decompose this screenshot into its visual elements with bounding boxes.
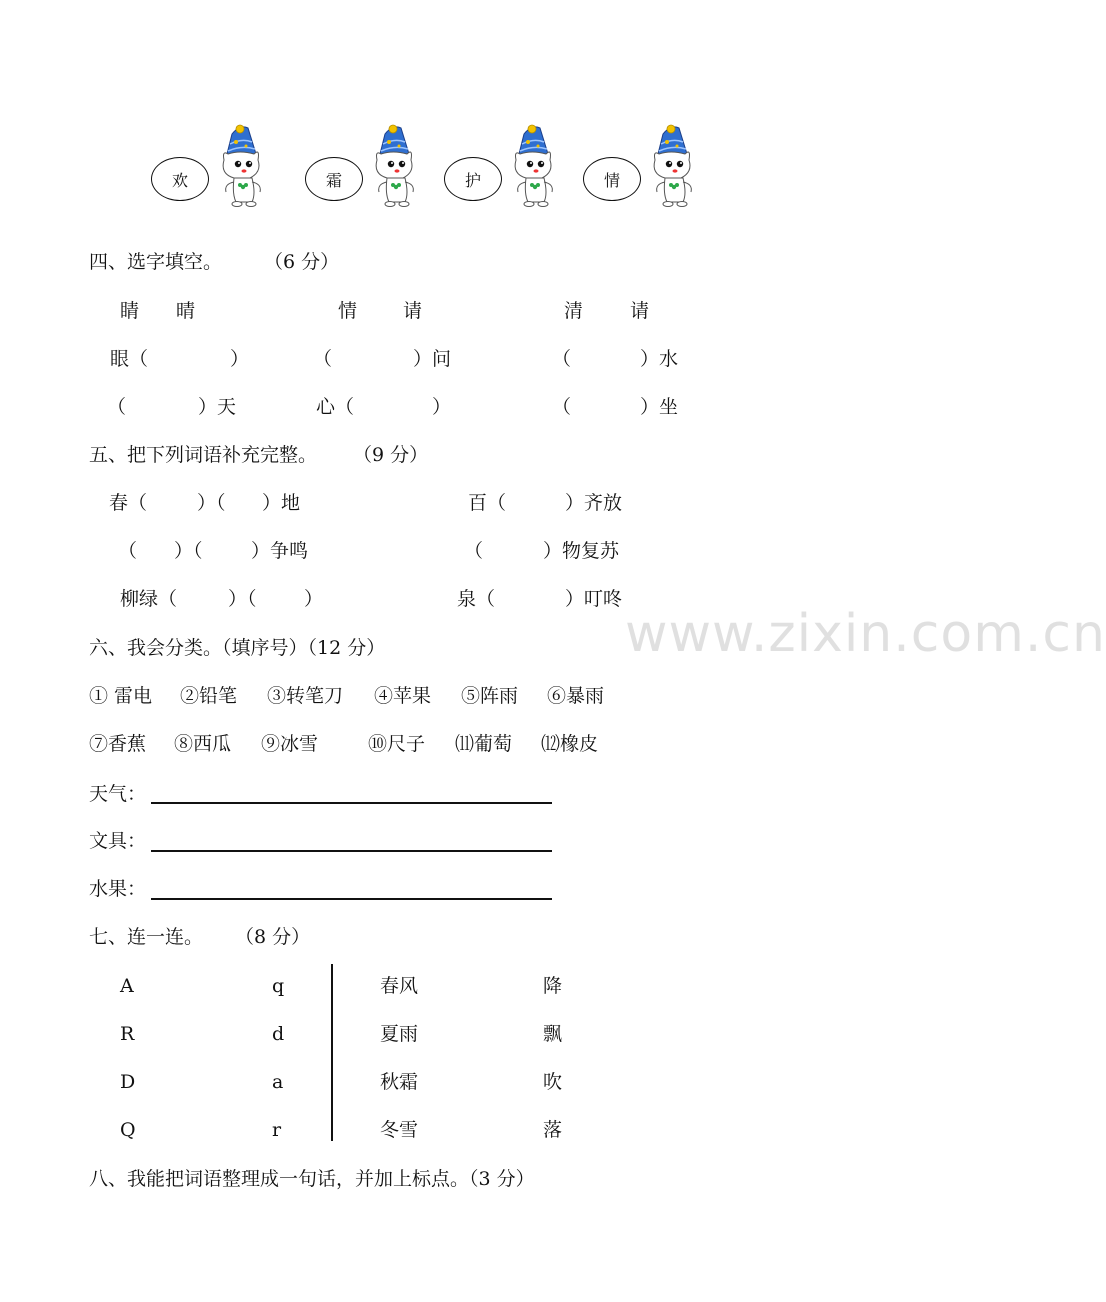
idiom-text: ）叮咚 [565, 588, 623, 610]
fill-blank-text: ）天 [198, 396, 237, 418]
idiom-text: ）齐放 [565, 492, 623, 514]
match-verb[interactable]: 降 [543, 975, 563, 997]
classify-item: ⑿橡皮 [541, 733, 599, 755]
cat-mascot-icon [365, 124, 423, 208]
char-choice: 睛 [120, 300, 140, 322]
match-lowercase[interactable]: q [272, 975, 285, 997]
match-uppercase[interactable]: D [120, 1071, 136, 1093]
cat-mascot-icon [212, 124, 270, 208]
fill-blank-text: ） [432, 396, 452, 418]
fill-blank-text: （ [552, 396, 572, 418]
classify-item: ⑩尺子 [368, 733, 426, 755]
character-oval-3 [444, 157, 502, 201]
classify-item: ④苹果 [374, 685, 432, 707]
char-choice: 晴 [176, 300, 196, 322]
idiom-text: 春（ [109, 492, 148, 514]
char-choice: 情 [338, 300, 358, 322]
match-lowercase[interactable]: d [272, 1023, 285, 1045]
match-verb[interactable]: 飘 [543, 1023, 563, 1045]
match-season-word[interactable]: 春风 [380, 975, 419, 997]
fill-blank-text: 心（ [316, 396, 355, 418]
classify-item: ③转笔刀 [267, 685, 344, 707]
char-choice: 请 [630, 300, 650, 322]
classify-item: ① 雷电 [89, 685, 153, 707]
classify-item: ②铅笔 [180, 685, 238, 707]
match-uppercase[interactable]: Q [120, 1119, 136, 1141]
cat-mascot-icon [504, 124, 562, 208]
section-7-heading [89, 925, 310, 949]
category-fruit-label: 水果： [89, 878, 147, 900]
idiom-text: 百（ [468, 492, 507, 514]
char-choice: 请 [403, 300, 423, 322]
fill-blank-text: ）问 [413, 348, 452, 370]
idiom-text: ）（ [197, 492, 226, 514]
fill-blank-text: ）坐 [640, 396, 679, 418]
idiom-text: （ [464, 540, 484, 562]
fill-blank-text: （ [552, 348, 572, 370]
fill-blank-text: （ [313, 348, 333, 370]
classify-item: ⑦香蕉 [89, 733, 147, 755]
section-4-title: 四、选字填空。 [89, 251, 223, 273]
match-verb[interactable]: 落 [543, 1119, 563, 1141]
idiom-text: ）争鸣 [251, 540, 309, 562]
character-oval-4 [583, 157, 641, 201]
section-5-title: 五、把下列词语补充完整。 [89, 444, 318, 466]
idiom-text: ）物复苏 [543, 540, 620, 562]
character-oval-1 [151, 157, 209, 201]
character-oval-2 [305, 157, 363, 201]
fill-blank-text: ）水 [640, 348, 679, 370]
match-verb[interactable]: 吹 [543, 1071, 563, 1093]
category-weather-label: 天气： [89, 783, 147, 805]
answer-line-weather[interactable] [151, 802, 552, 804]
match-season-word[interactable]: 夏雨 [380, 1023, 419, 1045]
match-season-word[interactable]: 冬雪 [380, 1119, 419, 1141]
section-4-heading [89, 250, 339, 274]
match-season-word[interactable]: 秋霜 [380, 1071, 419, 1093]
fill-blank-text: 眼（ [110, 348, 149, 370]
answer-line-fruit[interactable] [151, 898, 552, 900]
idiom-text: ）地 [262, 492, 301, 514]
oval-char-3: 护 [464, 170, 481, 190]
idiom-text: ）（ [174, 540, 203, 562]
fill-blank-text: ） [230, 348, 250, 370]
classify-item: ⑾葡萄 [455, 733, 513, 755]
idiom-text: 泉（ [457, 588, 496, 610]
column-divider [331, 964, 333, 1141]
idiom-text: （ [118, 540, 138, 562]
classify-item: ⑨冰雪 [261, 733, 319, 755]
watermark: www.zixin.com.cn [625, 604, 1106, 664]
oval-char-4: 情 [603, 170, 620, 190]
match-lowercase[interactable]: r [272, 1119, 282, 1141]
oval-char-2: 霜 [325, 170, 342, 190]
match-uppercase[interactable]: A [120, 975, 134, 997]
section-7-title: 七、连一连。 [89, 926, 204, 948]
match-lowercase[interactable]: a [272, 1071, 284, 1093]
section-4-score: （6 分） [264, 251, 340, 273]
classify-item: ⑧西瓜 [174, 733, 232, 755]
idiom-text: ） [304, 588, 324, 610]
char-choice: 清 [564, 300, 584, 322]
classify-item: ⑤阵雨 [461, 685, 519, 707]
section-5-score: （9 分） [353, 444, 429, 466]
classify-item: ⑥暴雨 [547, 685, 605, 707]
section-5-heading [89, 443, 428, 467]
section-8-title: 八、我能把词语整理成一句话，并加上标点。（3 分） [89, 1168, 535, 1190]
section-7-score: （8 分） [235, 926, 311, 948]
section-6-title: 六、我会分类。（填序号）（12 分） [89, 637, 386, 659]
category-stationery-label: 文具： [89, 830, 147, 852]
match-uppercase[interactable]: R [120, 1023, 135, 1045]
cat-mascot-icon [643, 124, 701, 208]
idiom-text: 柳绿（ [120, 588, 178, 610]
fill-blank-text: （ [107, 396, 127, 418]
idiom-text: ）（ [228, 588, 257, 610]
answer-line-stationery[interactable] [151, 850, 552, 852]
oval-char-1: 欢 [171, 170, 188, 190]
